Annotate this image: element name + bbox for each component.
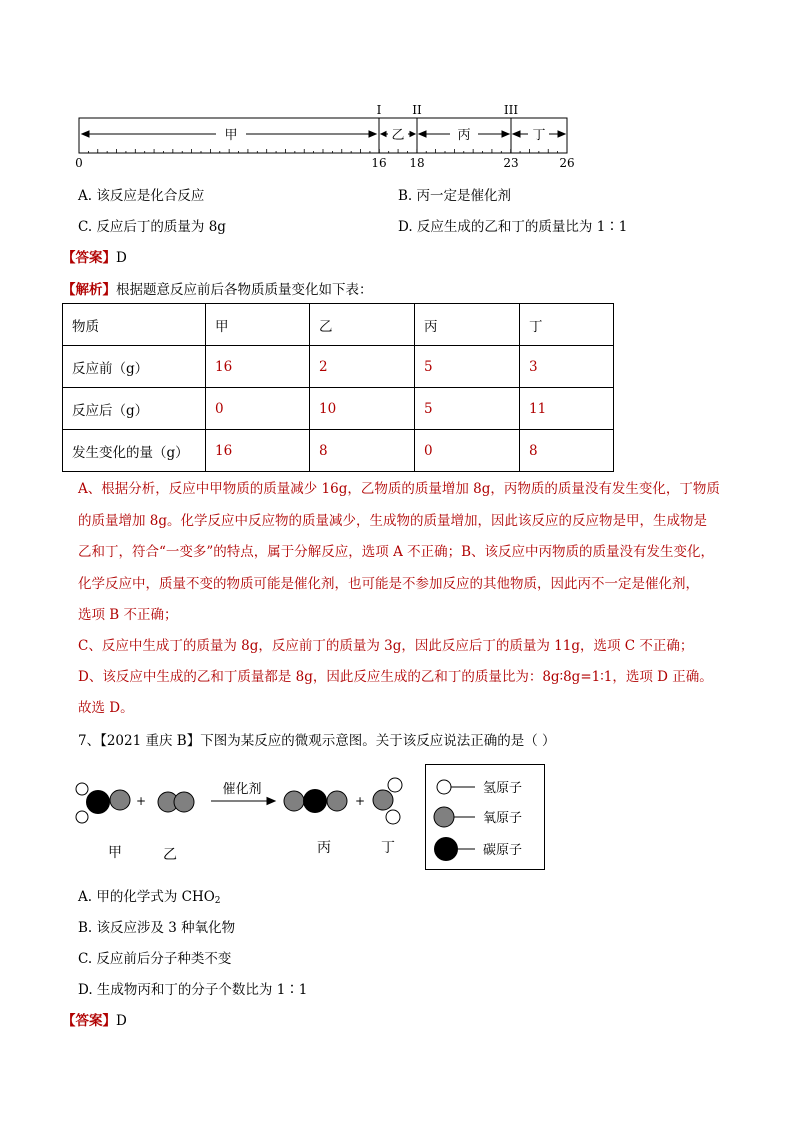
molecule-bing (284, 789, 347, 813)
molecule-label-bing: 丙 (317, 840, 331, 856)
table-header-cell: 丁 (520, 304, 614, 346)
marker-iii: III (503, 103, 519, 117)
table-cell: 16 (206, 346, 310, 388)
legend-graphic (426, 765, 544, 869)
molecule-label-ding: 丁 (381, 840, 395, 856)
q7-answer (62, 1009, 127, 1029)
legend-oxygen: 氧原子 (483, 811, 523, 826)
table-row (63, 388, 614, 430)
table-cell: 2 (310, 346, 415, 388)
table-header-row (63, 304, 614, 346)
table-cell: 16 (206, 430, 310, 472)
answer-value: D (116, 1013, 127, 1029)
mass-distribution-diagram (70, 100, 580, 175)
table-cell: 8 (310, 430, 415, 472)
analysis-intro: 根据题意反应前后各物质质量变化如下表： (116, 282, 373, 298)
hydrogen-atom-icon (437, 780, 451, 794)
bar-outline (79, 118, 567, 153)
plus-sign: + (135, 794, 147, 808)
table-header-cell: 甲 (206, 304, 310, 346)
answer-label: 【答案】 (62, 250, 116, 266)
bar-ticks (79, 149, 567, 153)
table-header-cell: 乙 (310, 304, 415, 346)
q6-option-b: B. 丙一定是催化剂 (398, 188, 512, 204)
explanation-line: D、该反应中生成的乙和丁质量都是 8g，因此反应生成的乙和丁的质量比为：8g∶8g=1∶1，选项 D 正确。 (78, 669, 713, 685)
atom-legend (425, 764, 545, 870)
carbon-atom-icon (434, 837, 458, 861)
table-cell: 0 (415, 430, 520, 472)
explanation-conclusion (78, 693, 728, 725)
q6-option-c: C. 反应后丁的质量为 8g (78, 219, 226, 235)
table-row-label: 反应后（g） (63, 388, 206, 430)
explanation-ab (78, 474, 728, 632)
legend-carbon: 碳原子 (483, 843, 523, 858)
segment-label-bing: 丙 (457, 128, 471, 143)
q6-answer (62, 246, 127, 266)
segment-label-jia: 甲 (224, 128, 238, 143)
mass-change-table (62, 303, 614, 472)
marker-i: I (376, 103, 382, 117)
table-header-cell: 丙 (415, 304, 520, 346)
table-cell: 0 (206, 388, 310, 430)
answer-value: D (116, 250, 127, 266)
table-cell: 10 (310, 388, 415, 430)
segment-label-ding: 丁 (532, 128, 546, 143)
q6-option-a: A. 该反应是化合反应 (78, 188, 205, 204)
q7-option-a-subscript: 2 (214, 896, 221, 906)
q7-option-b: B. 该反应涉及 3 种氧化物 (78, 920, 236, 936)
explanation-line: C、反应中生成丁的质量为 8g，反应前丁的质量为 3g，因此反应后丁的质量为 11g，选项 C 不正确； (78, 638, 694, 654)
segment-label-yi: 乙 (391, 128, 405, 143)
tick-23: 23 (503, 156, 519, 170)
explanation-line: A、根据分析，反应中甲物质的质量减少 16g，乙物质的质量增加 8g，丙物质的质量没有发生变化，丁物质 (78, 481, 720, 497)
molecule-label-jia: 甲 (108, 845, 122, 861)
q7-option-d: D. 生成物丙和丁的分子个数比为 1∶1 (78, 982, 308, 998)
table-cell: 3 (520, 346, 614, 388)
q7-option-c: C. 反应前后分子种类不变 (78, 951, 232, 967)
explanation-line: 选项 B 不正确； (78, 607, 178, 623)
molecule-yi (158, 792, 194, 812)
reaction-micro-diagram (70, 772, 420, 867)
q7-option-a-text: A. 甲的化学式为 CHO (78, 889, 215, 905)
oxygen-atom-icon (434, 807, 454, 827)
catalyst-label: 催化剂 (222, 782, 262, 797)
tick-26: 26 (559, 156, 575, 170)
tick-0: 0 (75, 156, 83, 170)
analysis-label: 【解析】 (62, 282, 116, 298)
explanation-line: 故选 D。 (78, 700, 134, 716)
q7-option-a (78, 885, 221, 906)
marker-ii: II (412, 103, 422, 117)
explanation-d (78, 662, 728, 694)
table-row-label: 反应前（g） (63, 346, 206, 388)
table-row (63, 430, 614, 472)
table-cell: 5 (415, 388, 520, 430)
legend-hydrogen: 氢原子 (483, 781, 523, 796)
tick-18: 18 (409, 156, 425, 170)
molecule-jia (76, 783, 130, 823)
table-cell: 5 (415, 346, 520, 388)
table-cell: 8 (520, 430, 614, 472)
explanation-line: 化学反应中，质量不变的物质可能是催化剂，也可能是不参加反应的其他物质，因此丙不一定是催化剂， (78, 575, 699, 592)
table-row-label: 发生变化的量（g） (63, 430, 206, 472)
q7-stem: 7、【2021 重庆 B】下图为某反应的微观示意图。关于该反应说法正确的是（ ） (78, 733, 556, 749)
explanation-c (78, 631, 728, 663)
q6-analysis (62, 278, 373, 298)
plus-sign: + (354, 794, 366, 808)
table-row (63, 346, 614, 388)
q6-option-d: D. 反应生成的乙和丁的质量比为 1∶1 (398, 219, 628, 235)
explanation-line: 乙和丁，符合“一变多”的特点，属于分解反应，选项 A 不正确；B、该反应中丙物质的质量没有发生变化， (78, 544, 715, 560)
answer-label: 【答案】 (62, 1013, 116, 1029)
tick-16: 16 (371, 156, 387, 170)
explanation-line: 的质量增加 8g。化学反应中反应物的质量减少，生成物的质量增加，因此该反应的反应物是甲，生成物是 (78, 512, 708, 529)
table-header-cell: 物质 (63, 304, 206, 346)
molecule-ding (373, 778, 402, 824)
table-cell: 11 (520, 388, 614, 430)
molecule-label-yi: 乙 (163, 847, 177, 863)
reaction-arrow (211, 798, 275, 805)
